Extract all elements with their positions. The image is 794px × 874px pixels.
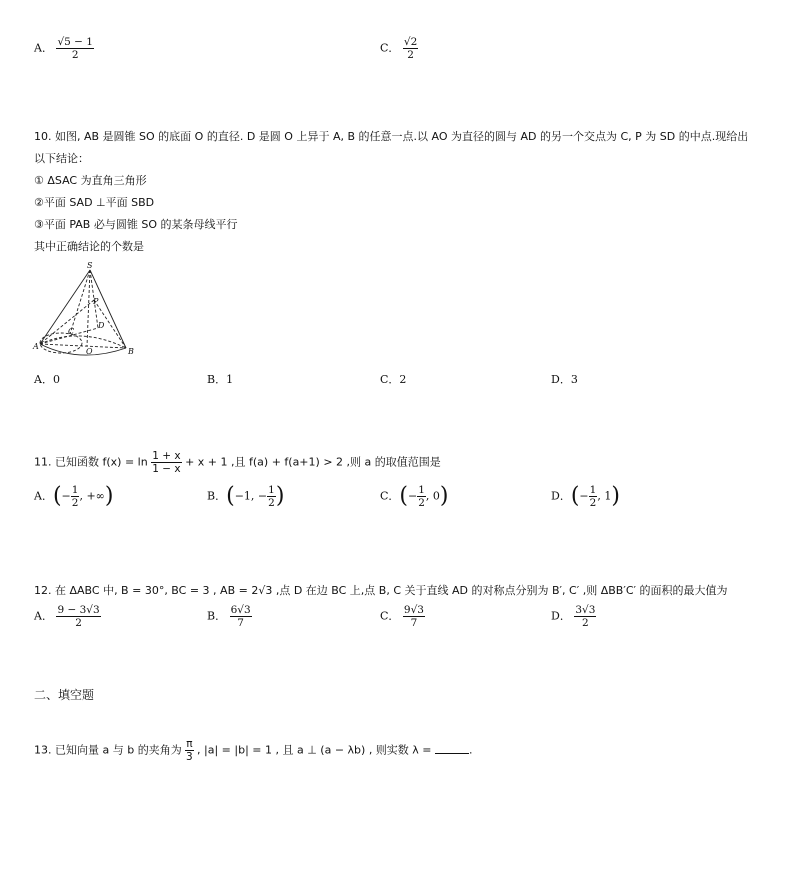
segment-sc xyxy=(70,270,90,334)
label-p: P xyxy=(93,297,99,306)
q9-option-c[interactable] xyxy=(380,36,418,61)
fraction: $\frac{1}{2}$ xyxy=(71,484,79,509)
fraction: $\frac{9√3}{7}$ xyxy=(403,604,424,629)
q11-option-d[interactable]: D．(− $\frac{1}{2}$ , 1) xyxy=(551,483,620,509)
label-o: O xyxy=(86,347,93,356)
q10-option-c[interactable]: C．2 xyxy=(380,373,407,386)
q12-option-b[interactable]: B． $\frac{6√3}{7}$ xyxy=(207,604,251,629)
q10-stem: 10. 如图, AB 是圆锥 SO 的底面 O 的直径. D 是圆 O 上异于 A, B 的任意一点.以 AO 为直径的圆与 AD 的另一个交点为 C, P 为 SD 的中点.现给出 xyxy=(34,130,749,143)
q12-stem: 12. 在 ΔABC 中, B = 30°, BC = 3 , AB = 2√3 ,点 D 在边 BC 上,点 B, C 关于直线 AD 的对称点分别为 B′, C′ ,则 ΔBB′C′ 的面积的最大值为 xyxy=(34,584,728,597)
q10-option-b[interactable]: B．1 xyxy=(207,373,234,386)
q12-option-a[interactable]: A． $\frac{9 - 3√3}{2}$ xyxy=(34,604,100,629)
fraction: $\frac{1}{2}$ xyxy=(589,484,597,509)
q9-option-a[interactable] xyxy=(34,36,94,61)
section-heading: 二、填空题 xyxy=(34,688,95,702)
cone-figure xyxy=(30,260,150,366)
base-back-arc xyxy=(40,336,126,348)
label-s: S xyxy=(87,261,93,270)
q12-option-d[interactable]: D． $\frac{3√3}{2}$ xyxy=(551,604,596,629)
fraction: $\frac{6√3}{7}$ xyxy=(230,604,251,629)
q11-option-c[interactable]: C．(− $\frac{1}{2}$ , 0) xyxy=(380,483,449,509)
fraction: $\frac{1 + x}{1 - x}$ xyxy=(152,450,181,475)
diameter-ab xyxy=(40,344,126,348)
q11-option-a[interactable]: A．(− $\frac{1}{2}$ , +∞) xyxy=(34,483,114,509)
label-d: D xyxy=(98,321,105,330)
q12-option-c[interactable]: C． $\frac{9√3}{7}$ xyxy=(380,604,424,629)
option-letter: C． xyxy=(380,41,400,55)
q10-conclusion-2: ②平面 SAD ⊥平面 SBD xyxy=(34,196,155,209)
cone-generatrix-right xyxy=(90,270,126,348)
fraction: $\frac{9 - 3√3}{2}$ xyxy=(57,604,100,629)
fraction: $\frac{√5 - 1}{2}$ xyxy=(57,36,93,61)
q11-stem: 11. 已知函数 f(x) = ln $\frac{1 + x}{1 - x}$ + x + 1 ,且 f(a) + f(a+1) > 2 ,则 a 的取值范围是 xyxy=(34,450,441,475)
fraction: $\frac{\pi}{3}$ xyxy=(186,738,193,763)
fraction: $\frac{1}{2}$ xyxy=(268,484,275,509)
q10-conclusion-3: ③平面 PAB 必与圆锥 SO 的某条母线平行 xyxy=(34,218,238,231)
q10-stem-cont: 以下结论： xyxy=(34,152,89,165)
label-b: B xyxy=(128,347,134,356)
axis-so xyxy=(87,270,90,346)
label-c: C xyxy=(68,327,75,336)
answer-blank[interactable] xyxy=(435,743,469,754)
q10-conclusion-1: ① ΔSAC 为直角三角形 xyxy=(34,174,147,187)
fraction: $\frac{3√3}{2}$ xyxy=(575,604,596,629)
q13-stem: 13. 已知向量 a 与 b 的夹角为 $\frac{\pi}{3}$ , |a| = |b| = 1 , 且 a ⊥ (a − λb) , 则实数 λ = . xyxy=(34,738,473,763)
segment-pa xyxy=(40,300,94,344)
q10-option-d[interactable]: D．3 xyxy=(551,373,578,386)
base-front-arc xyxy=(40,344,126,355)
option-letter: A． xyxy=(34,41,53,55)
q10-option-a[interactable]: A．0 xyxy=(34,373,60,386)
q10-ask: 其中正确结论的个数是 xyxy=(34,240,144,253)
fraction: $\frac{√2}{2}$ xyxy=(403,36,418,61)
label-a: A xyxy=(33,342,39,351)
q11-option-b[interactable]: B．(−1, − $\frac{1}{2}$ ) xyxy=(207,483,285,509)
fraction: $\frac{1}{2}$ xyxy=(418,484,425,509)
cone-generatrix-left xyxy=(40,270,90,344)
